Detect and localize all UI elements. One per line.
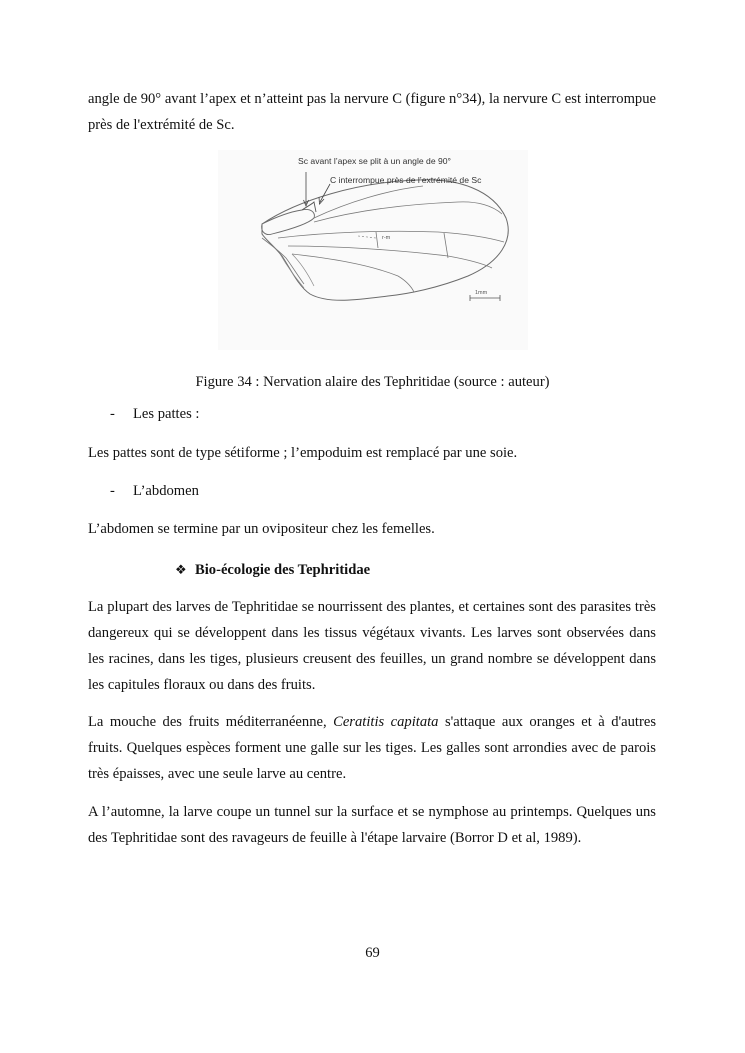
bullet-dash: -	[110, 483, 115, 499]
paragraph-autumn: A l’automne, la larve coupe un tunnel sur la surface et se nymphose au printemps. Quelques uns des Tephritidae sont des ravageurs de feuille à l'étape larvaire (Borror D et al, 1989).	[88, 804, 656, 846]
vein-r1	[314, 186, 423, 218]
paragraph-abdomen: L’abdomen se termine par un ovipositeur chez les femelles.	[88, 521, 435, 537]
vein-r45	[278, 231, 504, 242]
paragraph-ceratitis	[88, 709, 656, 787]
crossvein-dm	[444, 233, 448, 258]
bullet-dash: -	[110, 406, 115, 422]
vein-sc	[302, 202, 316, 212]
species-name: Ceratitis capitata	[333, 714, 439, 730]
paragraph-larvae: La plupart des larves de Tephritidae se nourrissent des plantes, et certaines sont des parasites très dangereux qui se développent dans les tissus végétaux vivants. Les larves sont observées dans les racines, dans les tiges, plusieurs creusent des feuilles, un grand nombre se développent dans les capitules floraux ou dans des fruits.	[88, 599, 656, 693]
label-rm: r-m	[382, 235, 391, 241]
figure-caption: Figure 34 : Nervation alaire des Tephritidae (source : auteur)	[195, 374, 550, 390]
scale-label: 1mm	[475, 290, 488, 296]
annotation-c-interrupted: C interrompue près de l’extrémité de Sc	[330, 175, 482, 185]
arrow-c	[320, 184, 330, 202]
arrow-c-head	[319, 197, 324, 204]
section-heading	[175, 560, 370, 580]
page-number: 69	[365, 945, 380, 961]
diamond-bullet-icon: ❖	[175, 562, 187, 577]
wing-base	[262, 209, 315, 234]
paragraph-ceratitis-end: s'attaque aux oranges et à d'autres fruits. Quelques espèces forment une galle sur les tiges. Les galles sont arrondies avec de parois très épaisses, avec une seule larve au centre.	[88, 714, 656, 782]
basal-cells	[280, 254, 314, 288]
wing-drawing	[218, 150, 528, 350]
alula-lobe	[262, 238, 304, 284]
paragraph-wing-venation: angle de 90° avant l’apex et n’atteint pas la nervure C (figure n°34), la nervure C est interrompue près de l'extrémité de Sc.	[88, 91, 656, 133]
wing-venation-figure	[218, 150, 528, 350]
vein-r23	[314, 202, 502, 222]
bullet-pattes	[110, 404, 199, 424]
paragraph-pattes: Les pattes sont de type sétiforme ; l’empoduim est remplacé par une soie.	[88, 445, 518, 461]
bullet-abdomen-label: L’abdomen	[133, 483, 199, 499]
section-title: Bio-écologie des Tephritidae	[195, 562, 371, 578]
crossvein-rm	[376, 232, 378, 248]
vein-cu	[292, 254, 414, 292]
annotation-sc-bend: Sc avant l’apex se plit à un angle de 90°	[298, 156, 451, 166]
bullet-abdomen	[110, 481, 199, 501]
paragraph-ceratitis-start: La mouche des fruits méditerranéenne,	[88, 714, 334, 730]
rm-leader	[358, 236, 376, 238]
bullet-pattes-label: Les pattes :	[133, 406, 200, 422]
